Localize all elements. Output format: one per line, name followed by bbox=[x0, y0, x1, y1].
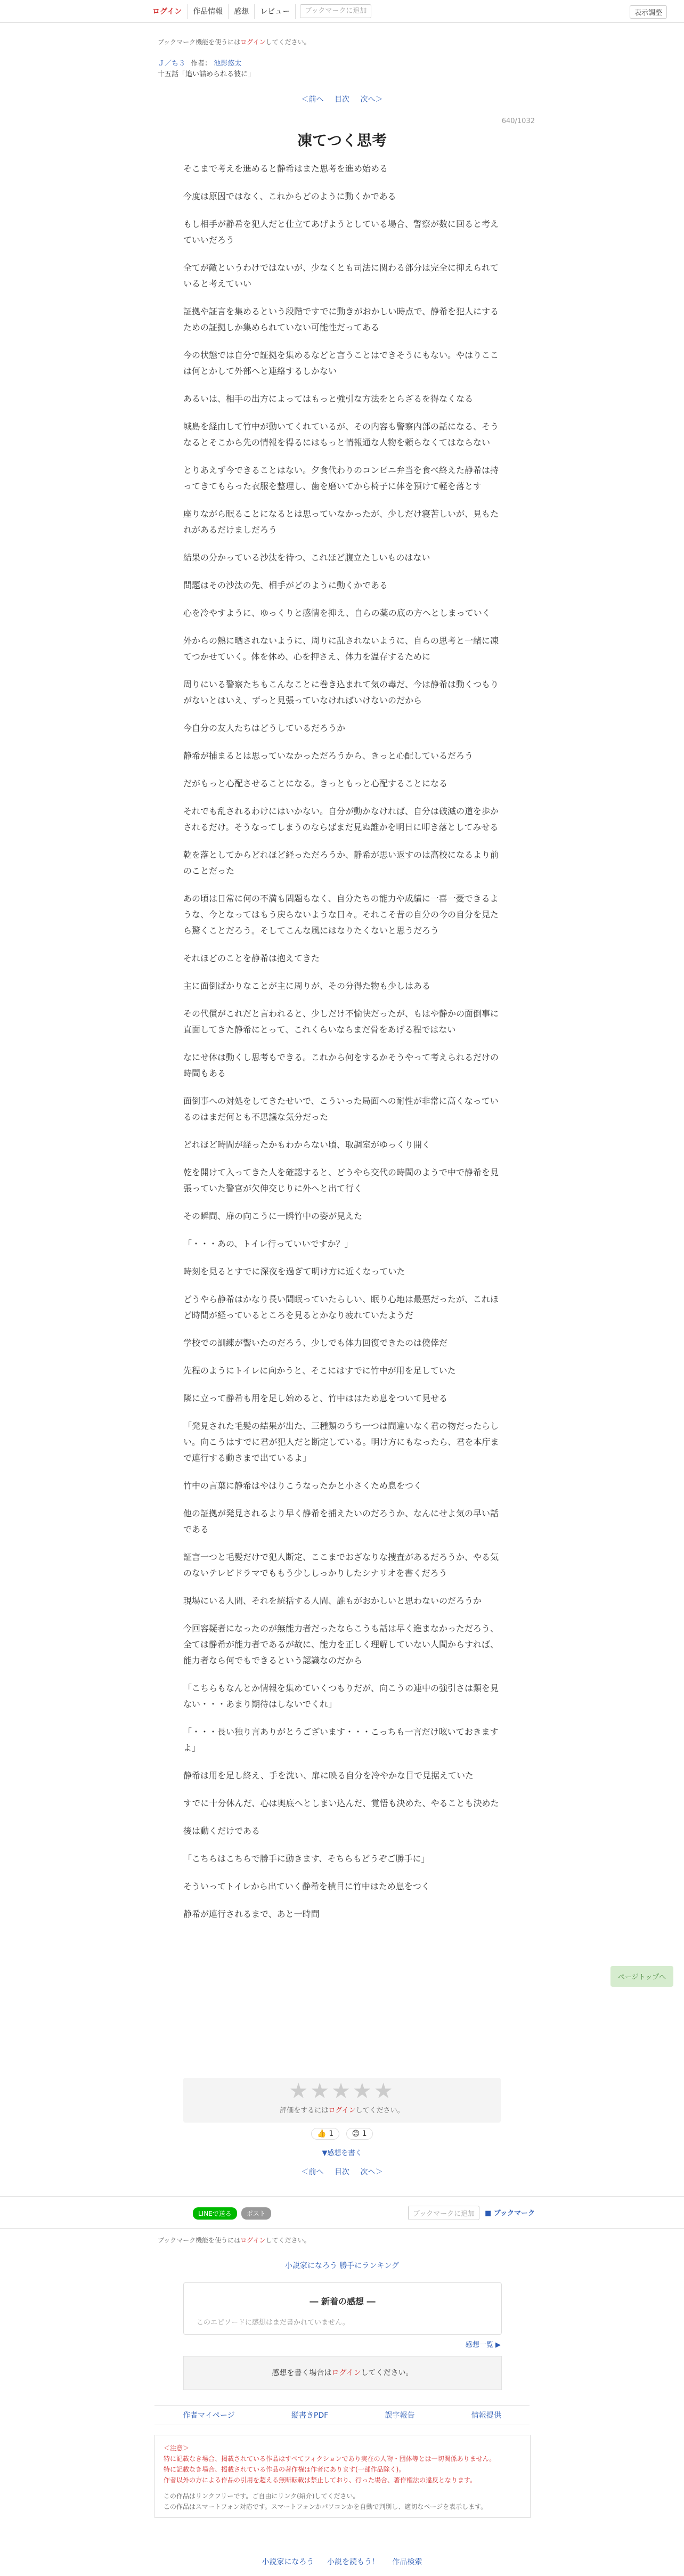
footer-links bbox=[154, 2405, 530, 2425]
body-paragraph: あの頃は日常に何の不満も問題もなく、自分たちの能力や成績に一喜一憂できるような、今となってはもう戻らないような日々。それこそ昔の自分の今の自分を見たら驚くことだろう。そしてこんな風にはなりたくないと思うだろう bbox=[183, 893, 499, 936]
rating-login-note: 評価をするにはログインしてください。 bbox=[280, 2107, 404, 2115]
impression-login-box: 感想を書く場合はログインしてください。 bbox=[183, 2356, 502, 2390]
divider bbox=[0, 2196, 684, 2197]
body-paragraph: 乾を落としてからどれほど経っただろうか、静希が思い返すのは高校になるより前のことだった bbox=[183, 850, 499, 876]
works-info-link[interactable]: 作品情報 bbox=[188, 4, 229, 19]
body-paragraph: そこまで考えを進めると静希はまた思考を進め始める bbox=[183, 164, 388, 174]
body-paragraph: 結果の分かっている沙汰を待つ、これほど腹立たしいものはない bbox=[183, 552, 430, 563]
login-link[interactable]: ログイン bbox=[147, 4, 188, 19]
bottom-pager bbox=[0, 2166, 684, 2177]
body-paragraph: 静希が連行されるまで、あと一時間 bbox=[183, 1909, 320, 1919]
body-paragraph: 現場にいる人間、それを統括する人間、誰もがおかしいと思わないのだろうか bbox=[183, 1596, 482, 1606]
body-paragraph: どうやら静希はかなり長い間眠っていたらしい、眠り心地は最悪だったが、これほど時間が経っているところを見るとかなり疲れていたようだ bbox=[183, 1294, 499, 1320]
add-bookmark-button[interactable]: ブックマークに追加 bbox=[300, 4, 371, 18]
body-paragraph: もし相手が静希を犯人だと仕立てあげようとしている場合、警察が数に回ると考えていいだろう bbox=[183, 219, 499, 245]
notice-line: 特に記載なき場合、掲載されている作品の著作権は作者にあります(一部作品除く)。 bbox=[164, 2466, 405, 2473]
notice-line: 作者以外の方による作品の引用を超える無断転載は禁止しており、行った場合、著作権法の違反となります。 bbox=[164, 2476, 477, 2484]
notice-gray-line: この作品はスマートフォン対応です。スマートフォンかパソコンかを自動で判別し、適切なページを表示します。 bbox=[164, 2503, 487, 2510]
body-paragraph: 後は動くだけである bbox=[183, 1826, 260, 1836]
body-paragraph: 主に面倒ばかりなことが主に周りが、その分得た物も少しはある bbox=[183, 981, 431, 991]
toc-link-bottom[interactable]: 目次 bbox=[335, 2168, 349, 2176]
line-share-button[interactable]: LINEで送る bbox=[193, 2207, 237, 2220]
body-paragraph: 「こちらもなんとか情報を集めていくつもりだが、向こうの連中の強引さは類を見ない・・・あまり期待はしないでくれ」 bbox=[183, 1683, 499, 1709]
series-link[interactable]: Ｊ／ち３ bbox=[158, 60, 186, 68]
body-paragraph: 先程のようにトイレに向かうと、そこにはすでに竹中が用を足していた bbox=[183, 1366, 456, 1376]
x-share-button[interactable]: ポスト bbox=[241, 2207, 271, 2220]
write-impression-link[interactable]: ▼感想を書く bbox=[322, 2149, 362, 2157]
body-paragraph: 周りにいる警察たちもこんなことに巻き込まれて気の毒だ、今は静希は動くつもりがないとはいえ、ずっと見張っていなければいけないのだから bbox=[183, 679, 499, 705]
copyright-notice bbox=[154, 2435, 531, 2518]
body-paragraph: 他の証拠が発見されるより早く静希を捕えたいのだろうか、なんにせよ気の早い話である bbox=[183, 1508, 499, 1534]
body-paragraph: どれほど時間が経ったかもわからない頃、取調室がゆっくり開く bbox=[183, 1140, 430, 1150]
body-paragraph: なにせ体は動くし思考もできる。これから何をするかそうやって考えられるだけの時間もある bbox=[183, 1052, 499, 1078]
body-paragraph: 座りながら眠ることになるとは思っていなかったが、少しだけ寝苦しいが、見もたれがあるだけましだろう bbox=[183, 509, 499, 535]
reviews-link[interactable]: レビュー bbox=[255, 4, 296, 19]
top-nav-items bbox=[147, 4, 371, 19]
body-paragraph: 心を冷やすように、ゆっくりと感情を抑え、自らの薬の底の方へとしまっていく bbox=[183, 608, 491, 618]
body-paragraph: 隣に立って静希も用を足し始めると、竹中ははため息をついて見せる bbox=[183, 1393, 448, 1403]
body-paragraph: それでも乱されるわけにはいかない。自分が動かなければ、自分は破滅の道を歩かされるだけ。そうなってしまうのならばまだ見ぬ誰かを明日に叩き落としてみせる bbox=[183, 806, 499, 832]
thumbs-up-reaction[interactable]: 👍 1 bbox=[311, 2128, 339, 2140]
search-link[interactable]: 作品検索 bbox=[392, 2558, 422, 2566]
author-mypage-link[interactable]: 作者マイページ bbox=[183, 2411, 235, 2420]
body-paragraph: あるいは、相手の出方によってはもっと強引な方法をとらざるを得なくなる bbox=[183, 394, 474, 404]
body-paragraph: その瞬間、扉の向こうに一瞬竹中の姿が見えた bbox=[183, 1211, 363, 1221]
share-bookmarks bbox=[408, 2206, 535, 2220]
top-pager bbox=[0, 94, 684, 104]
body-paragraph: 問題はその沙汰の先、相手がどのように動くかである bbox=[183, 580, 388, 590]
impression-login-link[interactable]: ログイン bbox=[331, 2369, 361, 2377]
vertical-pdf-link[interactable]: 縦書きPDF bbox=[291, 2411, 329, 2420]
work-meta bbox=[158, 58, 241, 68]
display-settings-button[interactable]: 表示調整 bbox=[630, 5, 667, 19]
toc-link[interactable]: 目次 bbox=[335, 95, 349, 104]
rating-login-link[interactable]: ログイン bbox=[328, 2107, 356, 2115]
no-impressions-text: このエピソードに感想はまだ書かれていません。 bbox=[197, 2319, 349, 2327]
body-paragraph: 証拠や証言を集めるという段階ですでに動きがおかしい時点で、静希を犯人にするための証拠しか集められていない可能性だってある bbox=[183, 306, 499, 332]
bookmark-login-notice: ブックマーク機能を使うにはログインしてください。 bbox=[158, 38, 311, 46]
body-paragraph: 今自分の友人たちはどうしているだろうか bbox=[183, 723, 346, 733]
yomou-link[interactable]: 小説を読もう！ bbox=[327, 2558, 379, 2566]
new-impressions-title: ― 新着の感想 ― bbox=[310, 2296, 376, 2306]
notice-gray-line: この作品はリンクフリーです。ご自由にリンク(紹介)してください。 bbox=[164, 2492, 360, 2500]
next-link-bottom[interactable]: 次へ＞ bbox=[360, 2168, 383, 2176]
author-label: 作者： bbox=[191, 60, 212, 68]
page-number: 640/1032 bbox=[501, 117, 535, 125]
footer-bottom-nav bbox=[0, 2556, 684, 2567]
prev-link[interactable]: ＜前へ bbox=[301, 95, 324, 104]
bookmark-button[interactable]: ■ ブックマーク bbox=[485, 2209, 535, 2217]
body-paragraph: 外からの熱に晒されないように、周りに乱されないように、自らの思考と一緒に凍てつかせていく。体を休め、心を押さえ、体力を温存するために bbox=[183, 636, 499, 662]
info-provide-link[interactable]: 情報提供 bbox=[471, 2411, 501, 2420]
body-paragraph: 静希は用を足し終え、手を洗い、扉に映る自分を冷やかな目で見据えていた bbox=[183, 1770, 474, 1781]
body-paragraph: 今度は原因ではなく、これからどのように動くかである bbox=[183, 191, 396, 201]
body-paragraph: 「発見された毛髪の結果が出た、三種類のうち一つは間違いなく君の物だったらしい。向こうはすでに君が犯人だと断定している。明け方にもなったら、君を本庁まで連行する動きまで出ているよ」 bbox=[183, 1421, 499, 1463]
body-paragraph: 学校での訓練が響いたのだろう、少しでも体力回復できたのは僥倖だ bbox=[183, 1338, 448, 1348]
body-paragraph: 時刻を見るとすでに深夜を過ぎて明け方に近くなっていた bbox=[183, 1266, 405, 1277]
body-paragraph: 竹中の言葉に静希はやはりこうなったかと小さくため息をつく bbox=[183, 1481, 422, 1491]
rating-box bbox=[183, 2078, 501, 2123]
novel-body bbox=[183, 161, 501, 1934]
new-impressions-box bbox=[183, 2282, 502, 2335]
bookmark-login-notice-bottom: ブックマーク機能を使うにはログインしてください。 bbox=[158, 2237, 311, 2244]
body-paragraph: 「こちらはこちらで勝手に動きます、そちらもどうぞご勝手に」 bbox=[183, 1854, 430, 1864]
narou-link[interactable]: 小説家になろう bbox=[262, 2558, 314, 2566]
top-nav-bar bbox=[0, 0, 684, 23]
body-paragraph: そういってトイレから出ていく静希を横目に竹中はため息をつく bbox=[183, 1881, 430, 1891]
body-paragraph: 城島を経由して竹中が動いてくれているが、その内容も警察内部の話になる、そうなるとそこから先の情報を得るにはもっと情報通な人物を頼らなくてはならない bbox=[183, 421, 499, 448]
body-paragraph: 面倒事への対処をしてきたせいで、こういった局面への耐性が非常に高くなっているのはまだ何とも不思議な気分だった bbox=[183, 1096, 499, 1122]
body-paragraph: その代償がこれだと言われると、少しだけ不愉快だったが、もはや静かの面倒事に直面してきた静希にとって、これくらいならまだ骨をあげる程ではない bbox=[183, 1009, 499, 1035]
episode-title: 十五話「追い詰められる彼に」 bbox=[158, 70, 255, 78]
impressions-link[interactable]: 感想 bbox=[229, 4, 255, 19]
body-paragraph: とりあえず今できることはない。夕食代わりのコンビニ弁当を食べ終えた静希は持ってきてもらった衣服を整理し、歯を磨いてから椅子に体を預けて軽を落とす bbox=[183, 465, 499, 491]
rating-stars[interactable]: ★★★★★ bbox=[289, 2079, 395, 2103]
page-top-button[interactable]: ページトップへ bbox=[610, 1966, 673, 1987]
body-paragraph: 証言一つと毛髪だけで犯人断定、ここまでおざなりな捜査があるだろうか、やる気のないテレビドラマでももう少ししっかりしたシナリオを書くだろう bbox=[183, 1552, 499, 1578]
body-paragraph: 乾を開けて入ってきた人を確認すると、どうやら交代の時間のようで中で静希を見張っていた警官が欠伸交じりに外へと出て行く bbox=[183, 1167, 499, 1193]
body-paragraph: 「・・・あの、トイレ行っていいですか？」 bbox=[183, 1239, 353, 1249]
bookmark-login-link[interactable]: ログイン bbox=[240, 38, 266, 46]
smile-reaction[interactable]: 😊 1 bbox=[346, 2128, 373, 2140]
ranking-link[interactable]: 小説家になろう 勝手にランキング bbox=[284, 2262, 400, 2270]
body-paragraph: 今の状態では自分で証拠を集めるなどと言うことはできそうにもない。やはりここは何とかして外部へと連絡するしかない bbox=[183, 350, 499, 376]
impressions-list-link[interactable]: 感想一覧 ▶ bbox=[465, 2341, 501, 2349]
notice-heading: ＜注意＞ bbox=[164, 2444, 190, 2452]
body-paragraph: それほどのことを静希は抱えてきた bbox=[183, 953, 320, 963]
notice-line: 特に記載なき場合、掲載されている作品はすべてフィクションであり実在の人物・団体等とは一切関係ありません。 bbox=[164, 2455, 496, 2463]
add-bookmark-button-bottom[interactable]: ブックマークに追加 bbox=[408, 2206, 479, 2220]
share-row bbox=[193, 2207, 271, 2220]
divider bbox=[0, 2228, 684, 2229]
prev-link-bottom[interactable]: ＜前へ bbox=[301, 2168, 324, 2176]
body-paragraph: 静希が捕まるとは思っていなかっただろうから、きっと心配しているだろう bbox=[183, 751, 474, 761]
body-paragraph: すでに十分休んだ、心は奥底へとしまい込んだ、覚悟も決めた、やることも決めた bbox=[183, 1798, 499, 1808]
bookmark-login-link-bottom[interactable]: ログイン bbox=[240, 2237, 266, 2244]
typo-report-link[interactable]: 誤字報告 bbox=[385, 2411, 415, 2420]
body-paragraph: 全てが敵というわけではないが、少なくとも司法に関わる部分は完全に抑えられていると考えていい bbox=[183, 263, 499, 289]
chapter-title: 凍てつく思考 bbox=[297, 132, 387, 149]
body-paragraph: だがもっと心配させることになる。きっともっと心配することになる bbox=[183, 778, 448, 789]
body-paragraph: 今回容疑者になったのが無能力者だったならこうも話は早く進まなかっただろう、全ては静希が能力者であるが故に、能力を正しく理解していない人間からすれば、能力者なら何でもできるという認識なのだから bbox=[183, 1623, 499, 1665]
next-link[interactable]: 次へ＞ bbox=[360, 95, 383, 104]
reactions bbox=[0, 2128, 684, 2140]
author-link[interactable]: 池影悠太 bbox=[214, 60, 242, 68]
body-paragraph: 「・・・長い独り言ありがとうございます・・・こっちも一言だけ呟いておきますよ」 bbox=[183, 1727, 499, 1753]
